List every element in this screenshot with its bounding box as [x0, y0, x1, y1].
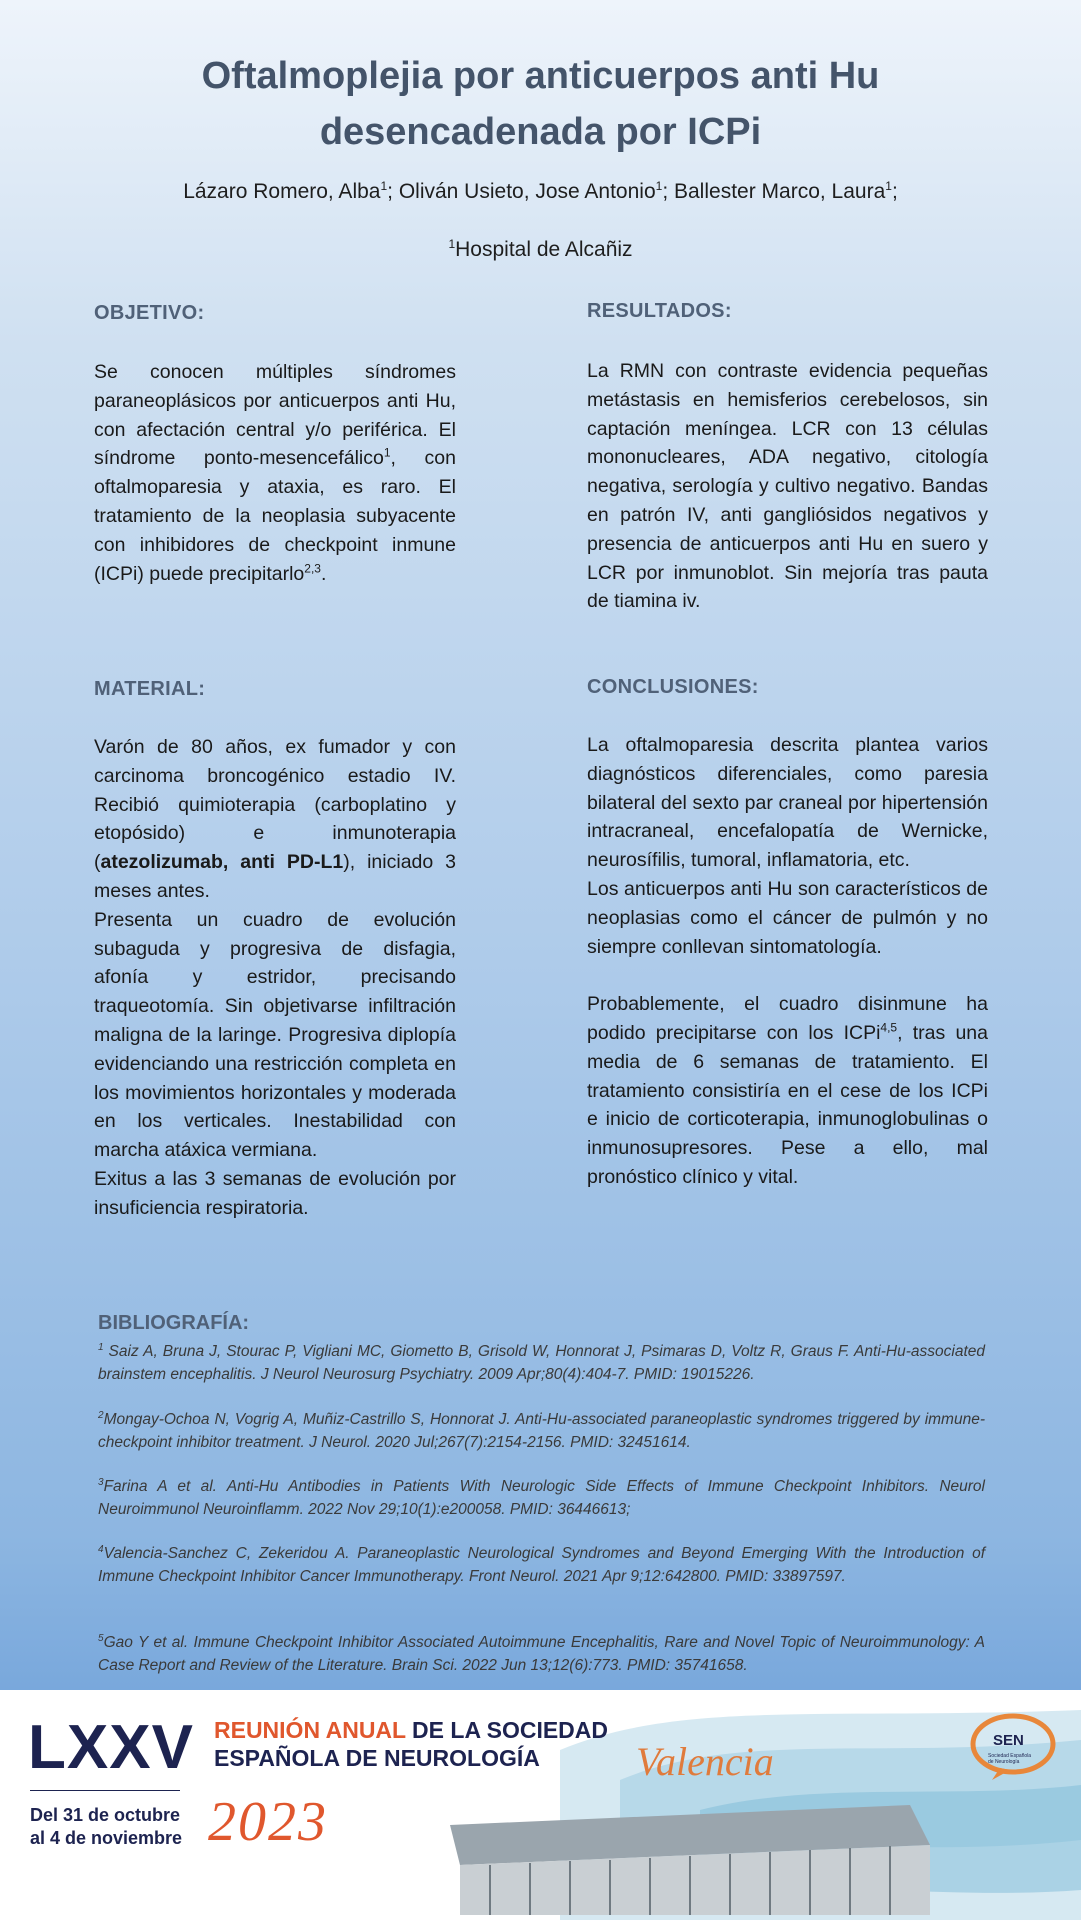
objetivo-heading: OBJETIVO:: [94, 302, 205, 324]
reference-item: [98, 1340, 985, 1386]
author-3-sup: 1: [885, 179, 892, 193]
objetivo-text-c: .: [320, 562, 327, 585]
conclusiones-paragraph-2: Los anticuerpos anti Hu son característicos de neoplasias como el cáncer de pulmón y no siempre conllevan sintomatología.: [587, 877, 988, 958]
reference-text: Mongay-Ochoa N, Vogrig A, Muñiz-Castrillo S, Honnorat J. Anti-Hu-associated paraneoplastic syndromes triggered by immune-checkpoint inhibitor treatment. J Neurol. 2020 Jul;267(7):2154-2156. PMID: 32451614.: [98, 1411, 985, 1451]
affiliation-name: Hospital de Alcañiz: [455, 238, 633, 261]
objetivo-text-a: Se conocen múltiples síndromes paraneoplásicos por anticuerpos anti Hu, con afectación central y/o periférica. El síndrome ponto-mesencefálico: [94, 361, 456, 470]
title-line-1: Oftalmoplejia por anticuerpos anti Hu: [201, 55, 880, 97]
conclusiones-p3-b: , tras una media de 6 semanas de tratamiento. El tratamiento consistiría en el cese de los ICPi e inicio de corticoterapia, inmunoglobulinas o inmunosupresores. Pese a ello, mal pronóstico clínico y vital.: [587, 1021, 988, 1188]
reference-item: [98, 1475, 985, 1521]
author-2: ; Oliván Usieto, Jose Antonio: [387, 180, 656, 203]
affiliation-sup: 1: [448, 237, 456, 251]
material-text: [94, 733, 456, 1223]
author-2-sup: 1: [655, 179, 663, 193]
building-illustration: [430, 1785, 950, 1920]
congress-banner: [0, 1690, 1081, 1920]
material-paragraph-3: Exitus a las 3 semanas de evolución por insuficiencia respiratoria.: [94, 1167, 456, 1219]
congress-date-start: Del 31 de octubre: [30, 1805, 181, 1825]
congress-city: Valencia: [636, 1739, 774, 1784]
resultados-heading: RESULTADOS:: [587, 300, 732, 322]
congress-name-highlight: REUNIÓN ANUAL: [214, 1717, 406, 1743]
reference-text: Farina A et al. Anti-Hu Antibodies in Patients With Neurologic Side Effects of Immune Checkpoint Inhibitors. Neurol Neuroimmunol Neuroinflamm. 2022 Nov 29;10(1):e200058. PMID: 36446613;: [98, 1478, 985, 1518]
material-heading: MATERIAL:: [94, 678, 206, 700]
reference-text: Valencia-Sanchez C, Zekeridou A. Paraneoplastic Neurological Syndromes and Beyond Emerging With the Introduction of Immune Checkpoint Inhibitor Cancer Immunotherapy. Front Neurol. 2021 Apr 9;12:642800. PMID: 33897597.: [98, 1545, 985, 1585]
reference-sup: 5: [98, 1632, 104, 1644]
conclusiones-heading: CONCLUSIONES:: [587, 676, 759, 698]
title-line-2: desencadenada por ICPi: [319, 111, 762, 153]
objetivo-sup-1: 1: [383, 445, 391, 460]
material-p1-a: Varón de 80 años, ex fumador y con carcinoma broncogénico estadio IV. Recibió quimioterapia (carboplatino y etopósido) e inmunoterapia (: [94, 736, 456, 874]
author-3: ; Ballester Marco, Laura: [662, 180, 886, 203]
congress-edition: LXXV: [28, 1713, 194, 1782]
material-p1-bold: atezolizumab, anti PD-L1: [100, 851, 344, 874]
author-list: [40, 180, 1041, 204]
objetivo-text-b: , con oftalmoparesia y ataxia, es raro. El tratamiento de la neoplasia subyacente con inhibidores de checkpoint inmune (ICPi) puede precipitarlo: [94, 447, 457, 585]
reference-item: [98, 1542, 985, 1588]
author-1-sup: 1: [380, 179, 388, 193]
author-1: Lázaro Romero, Alba: [183, 180, 381, 203]
reference-text: Gao Y et al. Immune Checkpoint Inhibitor Associated Autoimmune Encephalitis, Rare and Novel Topic of Neuroimmunology: A Case Report and Review of the Literature. Brain Sci. 2022 Jun 13;12(6):773. PMID: 35741658.: [98, 1634, 985, 1674]
reference-sup: 2: [98, 1409, 104, 1421]
reference-item: [98, 1631, 985, 1677]
conclusiones-paragraph-3: [587, 990, 988, 1192]
congress-name-rest: DE LA SOCIEDAD: [405, 1717, 608, 1743]
banner-divider: [30, 1790, 180, 1791]
objetivo-sup-2: 2,3: [304, 561, 321, 576]
conclusiones-paragraph-1: La oftalmoparesia descrita plantea varios diagnósticos diferenciales, como paresia bilateral del sexto par craneal por hipertensión intracraneal, encefalopatía de Wernicke, neurosífilis, tumoral, inflamatoria, etc.: [587, 734, 988, 872]
congress-year: 2023: [208, 1791, 328, 1853]
conclusiones-p3-sup: 4,5: [880, 1020, 898, 1035]
affiliation: [40, 238, 1041, 262]
reference-item: [98, 1408, 985, 1454]
resultados-text: [587, 357, 988, 616]
congress-name: [214, 1716, 608, 1772]
sen-logo-text: SEN: [993, 1732, 1024, 1749]
poster-title: [60, 48, 1021, 160]
objetivo-text: [94, 358, 456, 588]
material-paragraph-2: Presenta un cuadro de evolución subaguda y progresiva de disfagia, afonía y estridor, precisando traqueotomía. Sin objetivarse infiltración maligna de la laringe. Progresiva diplopía evidenciando una restricción completa en los movimientos horizontales y moderada en los verticales. Inestabilidad con marcha atáxica vermiana.: [94, 908, 456, 1162]
congress-date-end: al 4 de noviembre: [30, 1828, 183, 1848]
material-p1-b: ), iniciado 3 meses antes.: [94, 851, 457, 902]
resultados-paragraph: La RMN con contraste evidencia pequeñas metástasis en hemisferios cerebelosos, sin captación meníngea. LCR con 13 células mononucleares, ADA negativo, citología negativa, serología y cultivo negativo. Bandas en patrón IV, anti gangliósidos negativos y presencia de anticuerpos anti Hu en suero y LCR por inmunoblot. Sin mejoría tras pauta de tiamina iv.: [587, 360, 988, 613]
congress-name-line-2: ESPAÑOLA DE NEUROLOGÍA: [214, 1745, 540, 1771]
reference-sup: 3: [98, 1476, 104, 1488]
reference-sup: 1: [98, 1341, 104, 1353]
conclusiones-text: [587, 731, 988, 1192]
author-list-end: ;: [891, 180, 898, 203]
congress-dates: [30, 1804, 182, 1850]
conclusiones-p3-a: Probablemente, el cuadro disinmune ha podido precipitarse con los ICPi: [587, 993, 988, 1044]
material-paragraph-1: [94, 733, 456, 906]
reference-text: Saiz A, Bruna J, Stourac P, Vigliani MC, Giometto B, Grisold W, Honnorat J, Psimaras D, Voltz R, Graus F. Anti-Hu-associated brainstem encephalitis. J Neurol Neurosurg Psychiatry. 2009 Apr;80(4):404-7. PMID: 19015226.: [98, 1343, 985, 1383]
bibliografia-heading: BIBLIOGRAFÍA:: [98, 1312, 250, 1334]
reference-sup: 4: [98, 1543, 104, 1555]
sen-logo-subtitle: Sociedad Española de Neurología: [988, 1753, 1032, 1765]
